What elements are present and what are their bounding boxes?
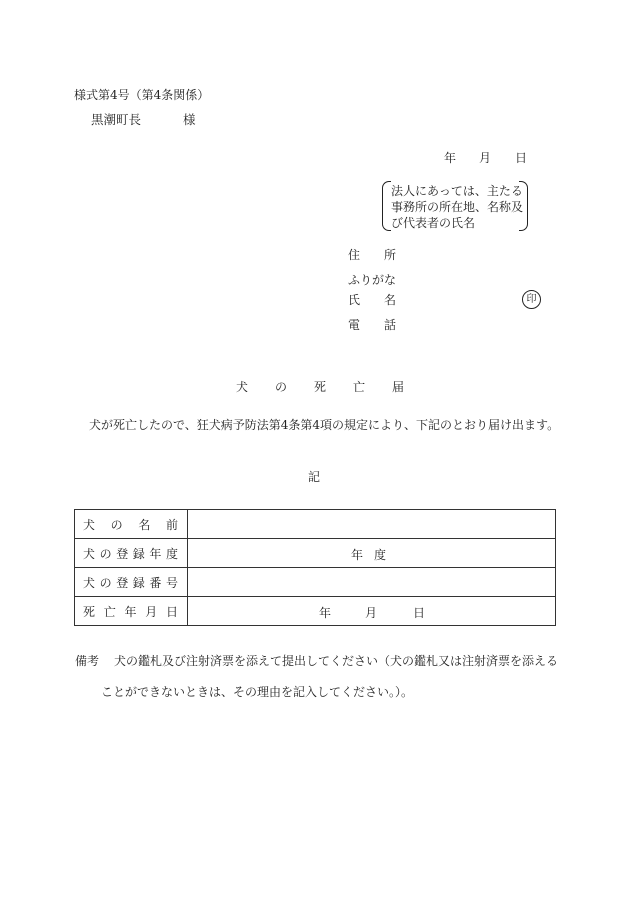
table-row — [75, 568, 556, 597]
corporate-note-line-3: び代表者の氏名 — [391, 216, 476, 230]
remarks-line-2: ことができないときは、その理由を記入してください。）。 — [101, 685, 414, 699]
date-day: 日 — [515, 151, 528, 165]
address-label: 住 所 — [348, 248, 396, 262]
addressee-name: 黒潮町長 — [91, 112, 142, 127]
form-number: 様式第4号（第4条関係） — [74, 88, 210, 102]
death-date-field[interactable]: 年 月 日 — [188, 597, 556, 626]
table-row — [75, 539, 556, 568]
corporate-note-line-1: 法人にあっては、主たる — [391, 184, 523, 198]
row-label-registration-number: 犬 の 登 録 番 号 — [75, 568, 188, 597]
phone-label: 電 話 — [348, 318, 396, 332]
corporate-note-line-2: 事務所の所在地、名称及 — [391, 200, 524, 214]
remarks-label: 備考 — [75, 654, 100, 668]
date-month: 月 — [479, 151, 492, 165]
addressee-honorific: 様 — [183, 112, 196, 127]
table-row — [75, 510, 556, 539]
note-left-bracket — [382, 181, 391, 231]
dog-info-table — [74, 509, 556, 626]
registration-year-field[interactable]: 年 度 — [188, 539, 556, 568]
row-label-death-date: 死 亡 年 月 日 — [75, 597, 188, 626]
date-year: 年 — [444, 151, 457, 165]
seal-mark: 印 — [522, 290, 541, 309]
document-title: 犬 の 死 亡 届 — [236, 380, 404, 394]
registration-number-field[interactable] — [188, 568, 556, 597]
statement-text: 犬が死亡したので、狂犬病予防法第4条第4項の規定により、下記のとおり届け出ます。 — [89, 418, 560, 432]
remarks-line-1: 犬の鑑札及び注射済票を添えて提出してください（犬の鑑札又は注射済票を添える — [114, 654, 559, 668]
row-label-registration-year: 犬 の 登 録 年 度 — [75, 539, 188, 568]
table-row — [75, 597, 556, 626]
row-label-dog-name: 犬 の 名 前 — [75, 510, 188, 539]
furigana-label: ふりがな — [348, 273, 397, 287]
ki-marker: 記 — [308, 470, 321, 484]
dog-name-field[interactable] — [188, 510, 556, 539]
name-label: 氏 名 — [348, 293, 396, 307]
